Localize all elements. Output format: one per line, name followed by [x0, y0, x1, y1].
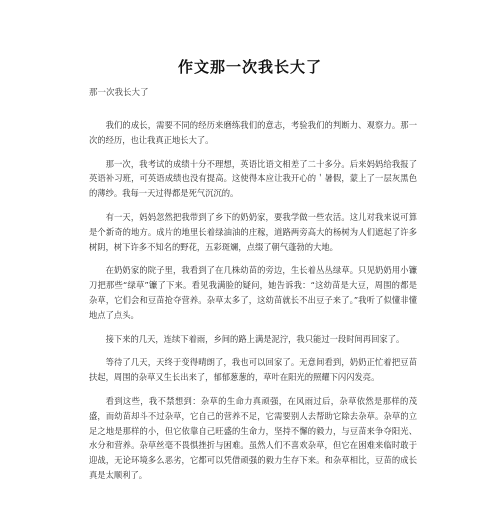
paragraph: 等待了几天，天终于变得晴朗了，我也可以回家了。无意间看到，奶奶正忙着把豆苗扶起，周围的杂草又生长出来了，郁郁葱葱的，草叶在阳光的照耀下闪闪发亮。 [89, 357, 417, 383]
paragraph: 我们的成长，需要不同的经历来磨练我们的意志，考验我们的判断力、观察力。那一次的经历，也让我真正地长大了。 [89, 120, 417, 145]
paragraph: 有一天，妈妈忽然把我带到了乡下的奶奶家，要我学做一些农活。这儿对我来说可算是个新奇的地方。成片的地里长着绿油油的庄稼，道路两旁高大的杨树为人们遮起了许多树阴，树下许多不知名的野花，五彩斑斓，点缀了朝气蓬勃的大地。 [89, 211, 417, 252]
document-subtitle: 那一次我长大了 [89, 88, 149, 98]
document-title: 作文那一次我长大了 [177, 58, 322, 76]
paragraph: 看到这些，我不禁想到：杂草的生命力真顽强，在风雨过后，杂草依然是那样的茂盛，而幼苗却斗不过杂草，它自己的营养不足，它需要别人去帮助它除去杂草。杂草的立足之地是那样的小，但它依靠自己旺盛的生命力，坚持不懈的毅力，与豆苗来争夺阳光、水分和营养。杂草丝毫不畏惧挫折与困难。虽然人们不喜欢杂草，但它在困难来临时敢于迎战，无论环境多么恶劣，它都可以凭借顽强的毅力生存下来。和杂草相比，豆苗的成长真是太顺利了。 [89, 395, 417, 480]
paragraph: 在奶奶家的院子里，我看到了在几株幼苗的旁边，生长着丛丛绿草。只见奶奶用小镰刀把那些“绿草”镰了下来。看见我满脸的疑问，她告诉我：“这幼苗是大豆，周围的都是杂草，它们会和豆苗抢夺营养。杂草太多了，这幼苗就长不出豆子来了。”我听了似懂非懂地点了点头。 [89, 265, 417, 320]
document-body [89, 118, 417, 492]
paragraph: 那一次，我考试的成绩十分不理想，英语比语文相差了二十多分。后来妈妈给我报了英语补习班，可英语成绩也没有提高。这使得本应让我开心的＇暑假，蒙上了一层灰黑色的薄纱。我每一天过得都是死气沉沉的。 [89, 158, 417, 199]
paragraph: 接下来的几天，连续下着雨，乡间的路上满是泥泞，我只能过一段时间再回家了。 [105, 333, 405, 344]
